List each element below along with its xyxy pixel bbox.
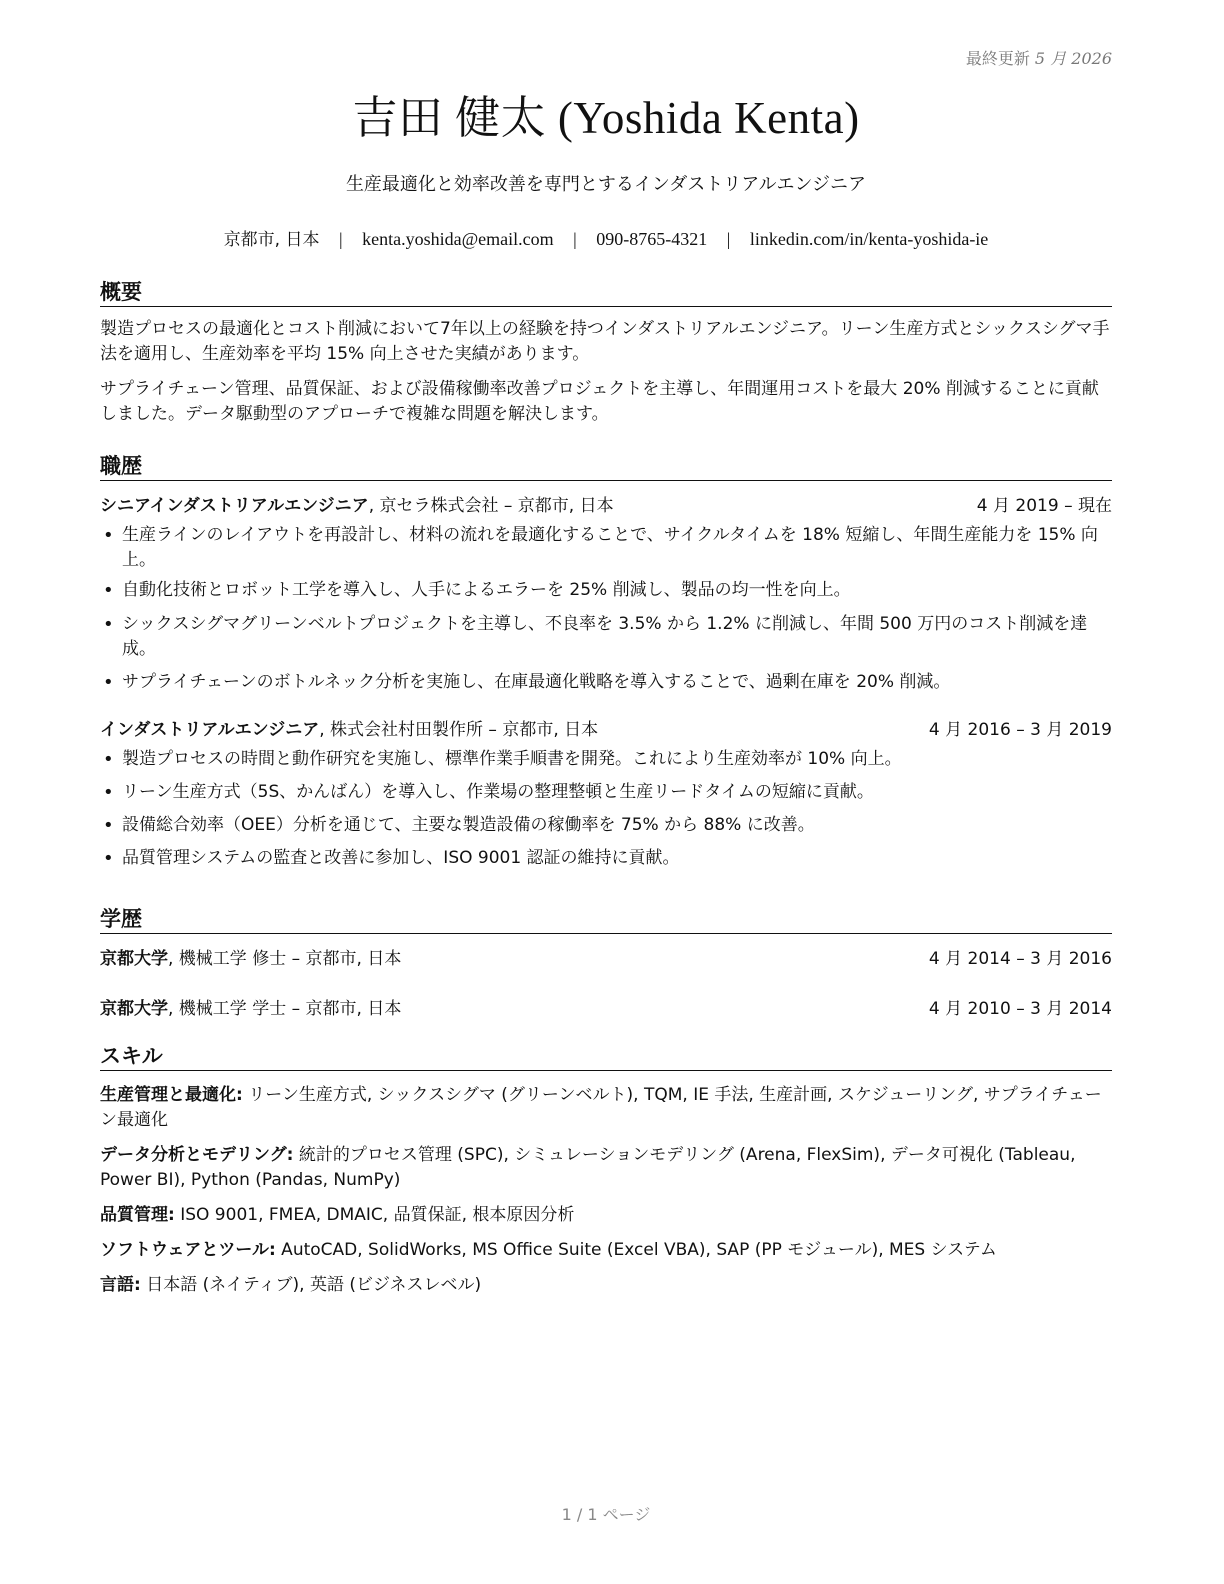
- summary-paragraph: 製造プロセスの最適化とコスト削減において7年以上の経験を持つインダストリアルエンジニア。リーン生産方式とシックスシグマ手法を適用し、生産効率を平均 15% 向上させた実績があります。: [100, 319, 1110, 364]
- section-title-summary: 概要: [100, 278, 1112, 307]
- contact-linkedin[interactable]: linkedin.com/in/kenta-yoshida-ie: [749, 229, 989, 249]
- contact-email[interactable]: kenta.yoshida@email.com: [362, 229, 554, 249]
- job-entry: [100, 493, 1112, 695]
- job-entry: [100, 717, 1112, 871]
- contact-phone: 090-8765-4321: [596, 229, 708, 249]
- skill-label: 品質管理:: [100, 1205, 175, 1225]
- section-title-skills: スキル: [100, 1042, 1112, 1071]
- job-bullet: • 設備総合効率（OEE）分析を通じて、主要な製造設備の稼働率を 75% から 88% に改善。: [100, 813, 1112, 838]
- job-bullet: • 自動化技術とロボット工学を導入し、人手によるエラーを 25% 削減し、製品の均一性を向上。: [100, 578, 1112, 603]
- experience-section: [100, 452, 1112, 871]
- page-number: 1 / 1 ページ: [561, 1505, 651, 1524]
- education-detail: , 機械工学 学士 – 京都市, 日本: [168, 999, 402, 1019]
- skill-value: ISO 9001, FMEA, DMAIC, 品質保証, 根本原因分析: [174, 1205, 575, 1225]
- skill-row: [100, 1203, 1112, 1228]
- resume-page: [100, 0, 1112, 1584]
- skill-label: データ分析とモデリング:: [100, 1145, 294, 1165]
- job-bullet: • リーン生産方式（5S、かんばん）を導入し、作業場の整理整頓と生産リードタイムの短縮に貢献。: [100, 780, 1112, 805]
- skill-label: 言語:: [100, 1275, 141, 1295]
- last-updated-date: 5 月 2026: [1034, 49, 1112, 68]
- tagline: 生産最適化と効率改善を専門とするインダストリアルエンジニア: [345, 174, 867, 195]
- education-date: 4 月 2014 – 3 月 2016: [928, 949, 1112, 969]
- skill-label: ソフトウェアとツール:: [100, 1240, 276, 1260]
- contact-location: 京都市, 日本: [223, 230, 320, 250]
- section-title-experience: 職歴: [100, 452, 1112, 481]
- candidate-name: 吉田 健太 (Yoshida Kenta): [352, 93, 860, 143]
- job-company: , 株式会社村田製作所 – 京都市, 日本: [319, 720, 599, 740]
- summary-section: [100, 278, 1112, 427]
- skills-section: [100, 1042, 1112, 1298]
- skill-value: AutoCAD, SolidWorks, MS Office Suite (Excel VBA), SAP (PP モジュール), MES システム: [275, 1240, 997, 1260]
- job-bullets: [100, 523, 1112, 695]
- skill-row: [100, 1238, 1112, 1263]
- contact-line: [100, 225, 1112, 250]
- contact-separator: |: [726, 229, 731, 249]
- job-company: , 京セラ株式会社 – 京都市, 日本: [368, 496, 614, 516]
- job-bullet: • サプライチェーンのボトルネック分析を実施し、在庫最適化戦略を導入することで、過剰在庫を 20% 削減。: [100, 670, 1112, 695]
- skill-label: 生産管理と最適化:: [100, 1085, 243, 1105]
- education-entry: [100, 946, 1112, 972]
- job-bullet: • シックスシグマグリーンベルトプロジェクトを主導し、不良率を 3.5% から 1.2% に削減し、年間 500 万円のコスト削減を達成。: [100, 612, 1112, 662]
- last-updated-prefix: 最終更新: [965, 49, 1030, 68]
- education-detail: , 機械工学 修士 – 京都市, 日本: [168, 949, 402, 969]
- skill-row: [100, 1143, 1112, 1193]
- job-role: シニアインダストリアルエンジニア: [100, 496, 369, 516]
- skill-value: 統計的プロセス管理 (SPC), シミュレーションモデリング (Arena, FlexSim), データ可視化 (Tableau, Power BI), Python (Pandas, NumPy): [100, 1145, 1076, 1190]
- job-date: 4 月 2016 – 3 月 2019: [928, 720, 1112, 740]
- education-school: 京都大学: [100, 999, 168, 1019]
- contact-separator: |: [573, 229, 577, 249]
- education-entry: [100, 996, 1112, 1022]
- last-updated: [966, 46, 1112, 69]
- skill-value: 日本語 (ネイティブ), 英語 (ビジネスレベル): [140, 1275, 482, 1295]
- job-bullets: [100, 747, 1112, 871]
- education-section: [100, 905, 1112, 1022]
- skill-row: [100, 1083, 1112, 1133]
- job-bullet: • 生産ラインのレイアウトを再設計し、材料の流れを最適化することで、サイクルタイムを 18% 短縮し、年間生産能力を 15% 向上。: [100, 523, 1112, 573]
- job-bullet: • 製造プロセスの時間と動作研究を実施し、標準作業手順書を開発。これにより生産効率が 10% 向上。: [100, 747, 1112, 772]
- skill-row: [100, 1273, 1112, 1298]
- job-bullet: • 品質管理システムの監査と改善に参加し、ISO 9001 認証の維持に貢献。: [100, 846, 1112, 871]
- education-school: 京都大学: [100, 949, 168, 969]
- education-date: 4 月 2010 – 3 月 2014: [928, 999, 1112, 1019]
- summary-paragraph: サプライチェーン管理、品質保証、および設備稼働率改善プロジェクトを主導し、年間運用コストを最大 20% 削減することに貢献しました。データ駆動型のアプローチで複雑な問題を解決します。: [100, 379, 1099, 424]
- section-title-education: 学歴: [100, 905, 1112, 934]
- contact-separator: |: [339, 229, 343, 249]
- job-header: [100, 717, 1112, 743]
- skill-value: リーン生産方式, シックスシグマ (グリーンベルト), TQM, IE 手法, 生産計画, スケジューリング, サプライチェーン最適化: [100, 1085, 1102, 1130]
- job-header: [100, 493, 1112, 519]
- job-role: インダストリアルエンジニア: [100, 720, 320, 740]
- job-date: 4 月 2019 – 現在: [976, 496, 1112, 516]
